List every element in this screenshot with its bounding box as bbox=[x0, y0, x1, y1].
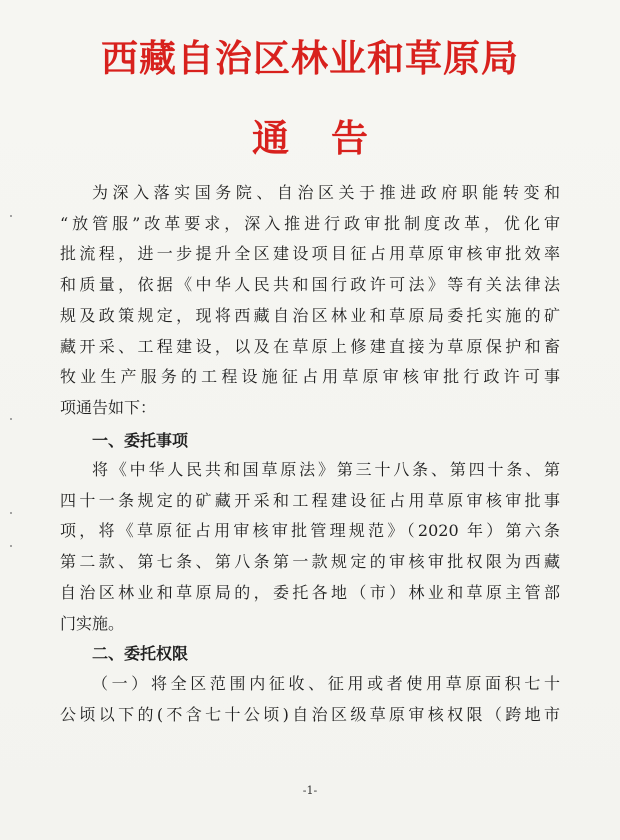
text-line: 和质量，依据《中华人民共和国行政许可法》等有关法律法 bbox=[60, 275, 560, 295]
text-line: 为深入落实国务院、自治区关于推进政府职能转变和 bbox=[92, 183, 560, 202]
section1-paragraph bbox=[60, 455, 560, 639]
text-line: 项通告如下： bbox=[60, 397, 157, 417]
org-title: 西藏自治区林业和草原局 bbox=[101, 37, 519, 80]
text-line: 门实施。 bbox=[60, 613, 125, 633]
scan-speck bbox=[10, 215, 12, 217]
section2-paragraph bbox=[60, 669, 560, 730]
text-line: 四十一条规定的矿藏开采和工程建设征占用草原审核审批事 bbox=[60, 490, 560, 510]
text-line: 自治区林业和草原局的，委托各地（市）林业和草原主管部 bbox=[60, 582, 560, 602]
text-line: “放管服”改革要求，深入推进行政审批制度改革，优化审 bbox=[60, 213, 560, 233]
text-line: 藏开采、工程建设，以及在草原上修建直接为草原保护和畜 bbox=[60, 336, 560, 356]
text-line: 牧业生产服务的工程设施征占用草原审核审批行政许可事 bbox=[60, 367, 560, 387]
notice-title: 通告 bbox=[252, 117, 410, 160]
scan-speck bbox=[10, 418, 12, 420]
section-heading-entrusted-authority: 二、委托权限 bbox=[92, 644, 189, 663]
text-line: （一）将全区范围内征收、征用或者使用草原面积七十 bbox=[92, 674, 560, 693]
scan-speck bbox=[10, 512, 12, 514]
intro-paragraph bbox=[60, 178, 560, 424]
text-line: 将《中华人民共和国草原法》第三十八条、第四十条、第 bbox=[92, 460, 560, 479]
text-line: 项，将《草原征占用审核审批管理规范》（2020 年）第六条 bbox=[60, 521, 560, 541]
text-line: 规及政策规定，现将西藏自治区林业和草原局委托实施的矿 bbox=[60, 305, 560, 325]
scan-speck bbox=[10, 545, 12, 547]
page-number: -1- bbox=[302, 784, 318, 797]
text-line: 批流程，进一步提升全区建设项目征占用草原审核审批效率 bbox=[60, 244, 560, 264]
text-line: 第二款、第七条、第八条第一款规定的审核审批权限为西藏 bbox=[60, 552, 560, 572]
text-line: 公顷以下的(不含七十公顷)自治区级草原审核权限（跨地市 bbox=[60, 704, 560, 724]
section-heading-entrusted-matters: 一、委托事项 bbox=[92, 431, 189, 450]
